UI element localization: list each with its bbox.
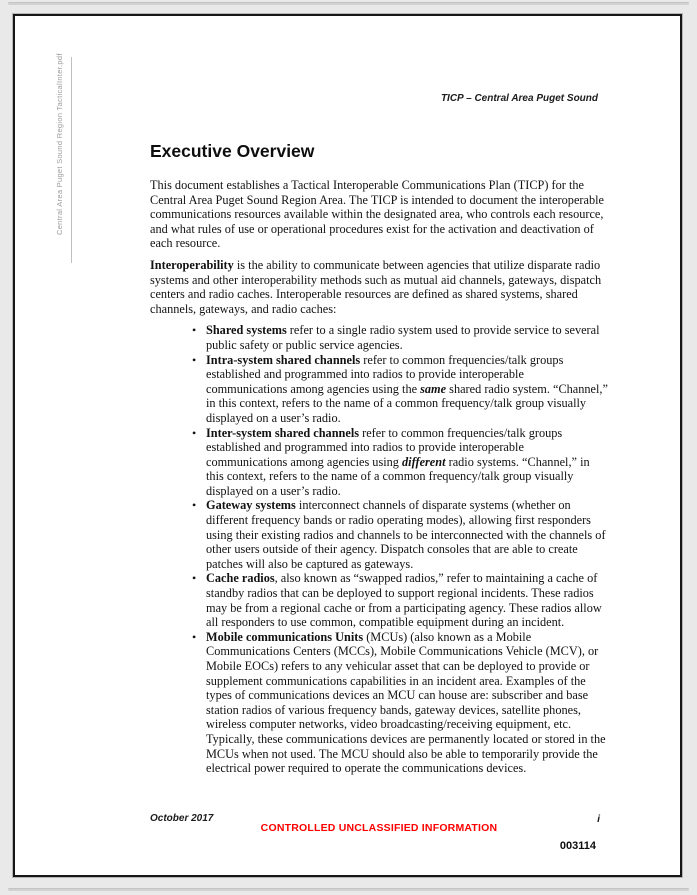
page-title: Executive Overview xyxy=(150,141,315,161)
bullet-lead-term: Intra-system shared channels xyxy=(206,352,361,367)
paragraph-lead-term: Interoperability xyxy=(150,257,234,272)
bullet-list xyxy=(150,323,608,775)
interoperability-paragraph: Interoperability is the ability to communicate between agencies that utilize disparate radio systems and other interoperability methods such as mutual aid channels, gateways, dispatch centers and radio caches. Interoperable resources are defined as shared systems, shared channels, gateways, and radio caches: xyxy=(150,257,602,316)
list-item-shared-systems: • Shared systems refer to a single radio system used to provide service to several public safety or public service agencies. xyxy=(150,323,608,352)
bates-number: 003114 xyxy=(559,840,596,852)
emphasized-word: same xyxy=(420,381,447,396)
list-item-mobile-communications-units: • Mobile communications Units (MCUs) (also known as a Mobile Communications Centers (MCCs), Mobile Communications Vehicle (MCV), or Mobile EOCs) refers to any vehicular asset that can be deployed to provide or supplement communications capabilities in an incident area. Examples of the types of communications devices an MCU can house are: subscriber and base station radios of various frequency bands, gateway devices, satellite phones, wireless computer networks, video broadcasting/receiving equipment, etc. Typically, these communications devices are permanently located or stored in the MCUs when not used. The MCU should also be able to temporarily provide the electrical power required to operate the communications devices. xyxy=(150,630,608,776)
bullet-lead-term: Cache radios xyxy=(206,571,275,586)
footer-date: October 2017 xyxy=(150,813,214,824)
list-item-cache-radios: • Cache radios, also known as “swapped radios,” refer to maintaining a cache of standby radios that can be deployed to support regional incidents. These radios may be from a regional cache or from a participating agency. These radios allow all responders to use common, compatible equipment during an incident. xyxy=(150,571,608,629)
bullet-lead-term: Shared systems xyxy=(206,323,287,338)
bullet-lead-term: Inter-system shared channels xyxy=(206,425,360,440)
bullet-lead-term: Mobile communications Units xyxy=(206,629,364,644)
footer-page-number: i xyxy=(597,813,600,825)
emphasized-word: different xyxy=(402,454,446,469)
running-header: TICP – Central Area Puget Sound xyxy=(440,93,598,104)
intro-paragraph: This document establishes a Tactical Interoperable Communications Plan (TICP) for the Central Area Puget Sound Region Area. The TICP is intended to document the interoperable communications resources available within the designated area, who controls each resource, and what rules of use or operational procedures exist for the activation and deactivation of each resource. xyxy=(150,178,604,251)
document-filename-vertical: Central Area Puget Sound Region TacticalInter.pdf xyxy=(55,53,64,235)
document-body xyxy=(150,178,608,776)
horizontal-scrollbar-top[interactable] xyxy=(8,2,689,5)
pdf-page xyxy=(13,14,682,877)
left-margin-rule xyxy=(71,57,72,263)
list-item-inter-system-shared-channels: • Inter-system shared channels refer to common frequencies/talk groups established and programmed into radios to provide interoperable communications among agencies using different radio systems. “Channel,” in this context, refers to the name of a common frequency/talk group visually displayed on a user’s radio. xyxy=(150,426,608,499)
list-item-gateway-systems: • Gateway systems interconnect channels of disparate systems (whether on different frequency bands or radio operating modes), allowing first responders using their existing radios and channels to be interconnected with the channels of other users outside of their agency. Dispatch consoles that are able to create patches will also be captured as gateways. xyxy=(150,498,608,571)
horizontal-scrollbar-bottom[interactable] xyxy=(8,888,689,891)
bullet-lead-term: Gateway systems xyxy=(206,498,296,513)
classification-banner: CONTROLLED UNCLASSIFIED INFORMATION xyxy=(260,822,498,834)
list-item-intra-system-shared-channels: • Intra-system shared channels refer to common frequencies/talk groups established and programmed into radios to provide interoperable communications among agencies using the same shared radio system. “Channel,” in this context, refers to the name of a common frequency/talk group visually displayed on a user’s radio. xyxy=(150,353,608,426)
